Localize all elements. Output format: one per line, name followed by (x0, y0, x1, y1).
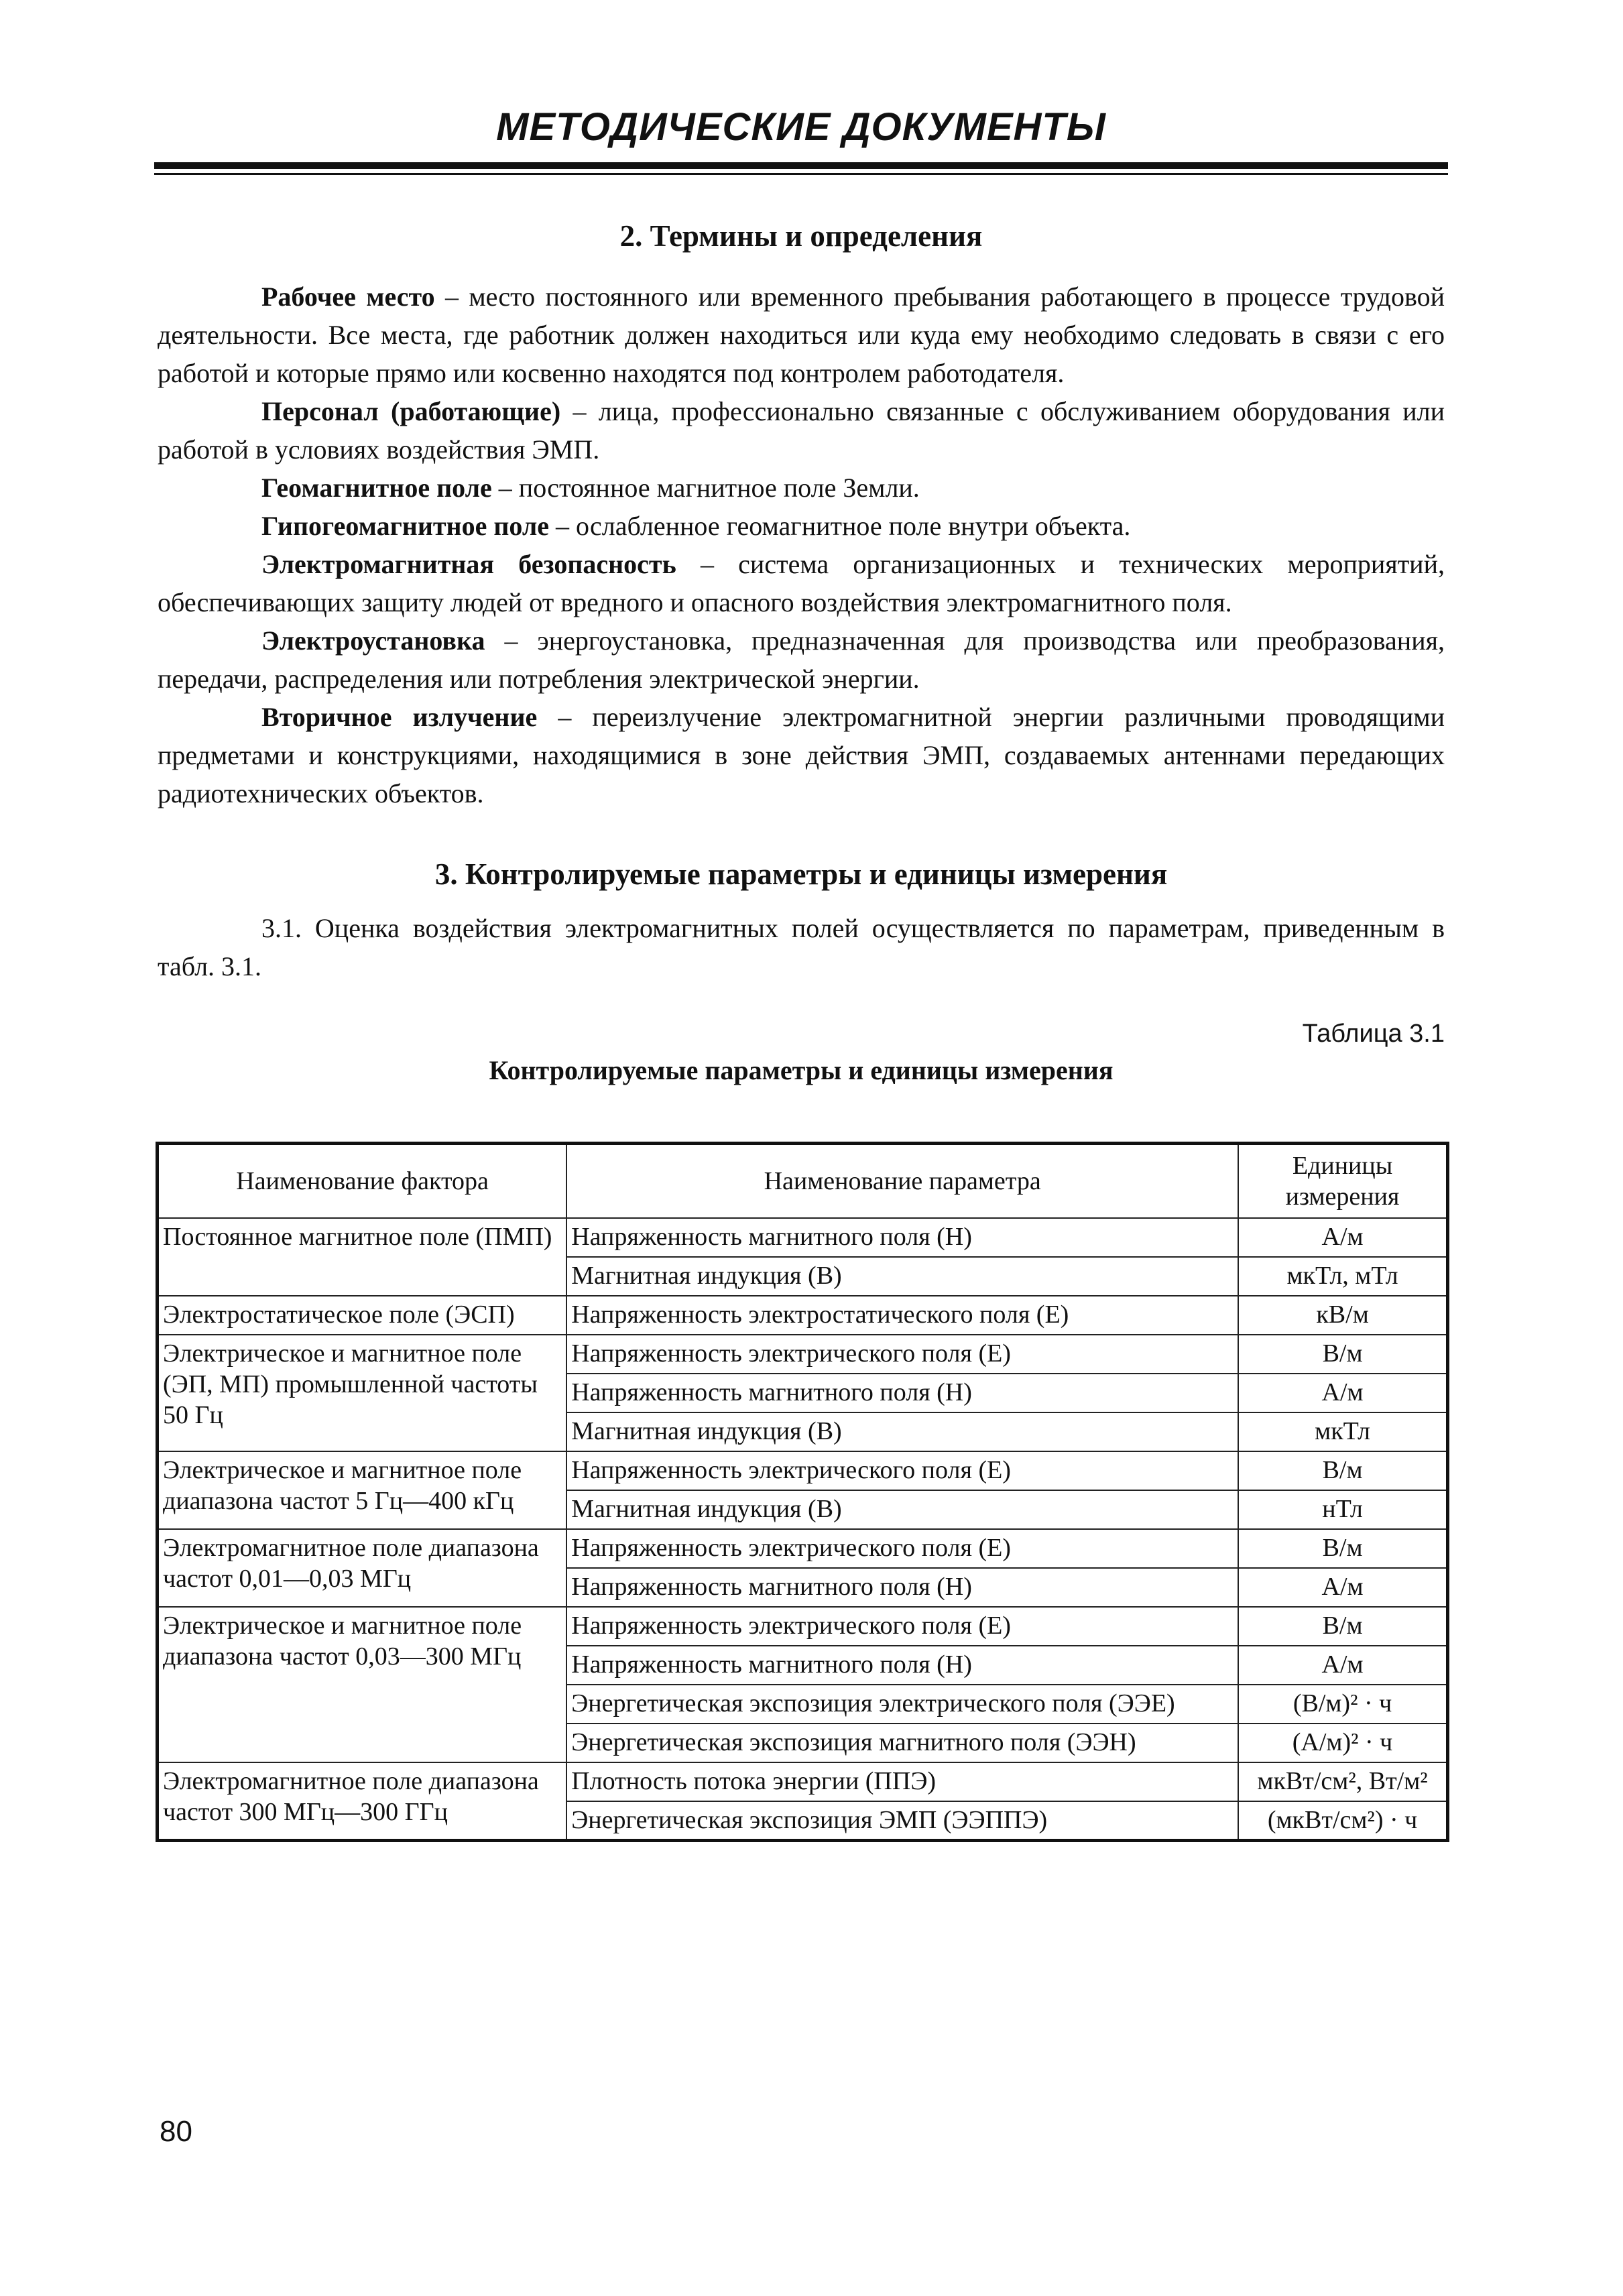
header-factor: Наименование фактора (158, 1144, 567, 1219)
parameter-cell: Напряженность магнитного поля (H) (566, 1218, 1238, 1257)
table-row (158, 1529, 1448, 1568)
unit-cell: В/м (1238, 1335, 1447, 1374)
unit-cell: (В/м)² · ч (1238, 1685, 1447, 1724)
definition-workplace: Рабочее место – место постоянного или временного пребывания работающего в процессе трудовой деятельности. Все места, где работник должен находиться или куда ему необходимо следовать в связи с его работой и которые прямо или косвенно находятся под контролем работодателя. (158, 282, 1445, 388)
definition-secondary-radiation: Вторичное излучение – переизлучение электромагнитной энергии различными проводящими предметами и конструкциями, находящимися в зоне действия ЭМП, создаваемых антеннами передающих радиотехнических объектов. (158, 702, 1445, 808)
parameter-cell: Плотность потока энергии (ППЭ) (566, 1762, 1238, 1801)
factor-cell: Постоянное магнитное поле (ПМП) (158, 1218, 567, 1296)
unit-cell: А/м (1238, 1218, 1447, 1257)
table-row (158, 1762, 1448, 1801)
parameter-cell: Напряженность электрического поля (E) (566, 1529, 1238, 1568)
header-parameter: Наименование параметра (566, 1144, 1238, 1219)
header-rule-thin (154, 173, 1448, 175)
factor-cell: Электромагнитное поле диапазона частот 0,01—0,03 МГц (158, 1529, 567, 1607)
parameters-table (156, 1142, 1449, 1842)
definition-geomagnetic-field: Геомагнитное поле – постоянное магнитное поле Земли. (261, 473, 920, 503)
definition-personnel: Персонал (работающие) – лица, профессионально связанные с обслуживанием оборудования или работой в условиях воздействия ЭМП. (158, 396, 1445, 465)
unit-cell: А/м (1238, 1374, 1447, 1412)
unit-cell: В/м (1238, 1451, 1447, 1490)
unit-cell: В/м (1238, 1529, 1447, 1568)
parameter-cell: Напряженность магнитного поля (H) (566, 1646, 1238, 1685)
section-2-title: 2. Термины и определения (619, 219, 983, 253)
table-row (158, 1607, 1448, 1646)
table-number: Таблица 3.1 (1302, 1020, 1445, 1048)
parameter-cell: Напряженность электростатического поля (E) (566, 1296, 1238, 1335)
factor-cell: Электрическое и магнитное поле диапазона частот 0,03—300 МГц (158, 1607, 567, 1762)
section-3-title: 3. Контролируемые параметры и единицы измерения (434, 857, 1168, 891)
factor-cell: Электрическое и магнитное поле диапазона частот 5 Гц—400 кГц (158, 1451, 567, 1529)
parameter-cell: Магнитная индукция (B) (566, 1412, 1238, 1451)
table-row (158, 1218, 1448, 1257)
definition-hypogeomagnetic-field: Гипогеомагнитное поле – ослабленное геомагнитное поле внутри объекта. (261, 511, 1131, 541)
parameter-cell: Напряженность электрического поля (E) (566, 1335, 1238, 1374)
section-3-paragraph: 3.1. Оценка воздействия электромагнитных полей осуществляется по параметрам, приведенным в табл. 3.1. (158, 913, 1445, 981)
unit-cell: нТл (1238, 1490, 1447, 1529)
table-row (158, 1451, 1448, 1490)
parameter-cell: Напряженность магнитного поля (H) (566, 1568, 1238, 1607)
unit-cell: мкТл, мТл (1238, 1257, 1447, 1296)
factor-cell: Электростатическое поле (ЭСП) (158, 1296, 567, 1335)
parameter-cell: Напряженность магнитного поля (H) (566, 1374, 1238, 1412)
page-number: 80 (160, 2115, 192, 2148)
parameter-cell: Энергетическая экспозиция электрического поля (ЭЭE) (566, 1685, 1238, 1724)
unit-cell: А/м (1238, 1568, 1447, 1607)
table-row (158, 1296, 1448, 1335)
parameter-cell: Энергетическая экспозиция магнитного поля (ЭЭH) (566, 1724, 1238, 1762)
table-header-row (158, 1144, 1448, 1219)
running-header-title: МЕТОДИЧЕСКИЕ ДОКУМЕНТЫ (496, 105, 1106, 149)
unit-cell: мкТл (1238, 1412, 1447, 1451)
page-body (158, 215, 1445, 1113)
table-row (158, 1335, 1448, 1374)
unit-cell: мкВт/см², Вт/м² (1238, 1762, 1447, 1801)
factor-cell: Электромагнитное поле диапазона частот 300 МГц—300 ГГц (158, 1762, 567, 1840)
header-rule-thick (154, 162, 1448, 169)
unit-cell: А/м (1238, 1646, 1447, 1685)
table-title: Контролируемые параметры и единицы измерения (489, 1055, 1114, 1085)
unit-cell: (мкВт/см²) · ч (1238, 1801, 1447, 1840)
definition-em-safety: Электромагнитная безопасность – система организационных и технических мероприятий, обеспечивающих защиту людей от вредного и опасного воздействия электромагнитного поля. (158, 549, 1445, 617)
parameter-cell: Напряженность электрического поля (E) (566, 1451, 1238, 1490)
unit-cell: В/м (1238, 1607, 1447, 1646)
definition-electrical-installation: Электроустановка – энергоустановка, предназначенная для производства или преобразования, передачи, распределения или потребления электрической энергии. (158, 625, 1445, 694)
parameter-cell: Энергетическая экспозиция ЭМП (ЭЭППЭ) (566, 1801, 1238, 1840)
parameter-cell: Магнитная индукция (B) (566, 1490, 1238, 1529)
parameter-cell: Магнитная индукция (B) (566, 1257, 1238, 1296)
parameter-cell: Напряженность электрического поля (E) (566, 1607, 1238, 1646)
header-unit: Единицы измерения (1238, 1144, 1447, 1219)
factor-cell: Электрическое и магнитное поле (ЭП, МП) промышленной частоты 50 Гц (158, 1335, 567, 1451)
unit-cell: кВ/м (1238, 1296, 1447, 1335)
unit-cell: (А/м)² · ч (1238, 1724, 1447, 1762)
